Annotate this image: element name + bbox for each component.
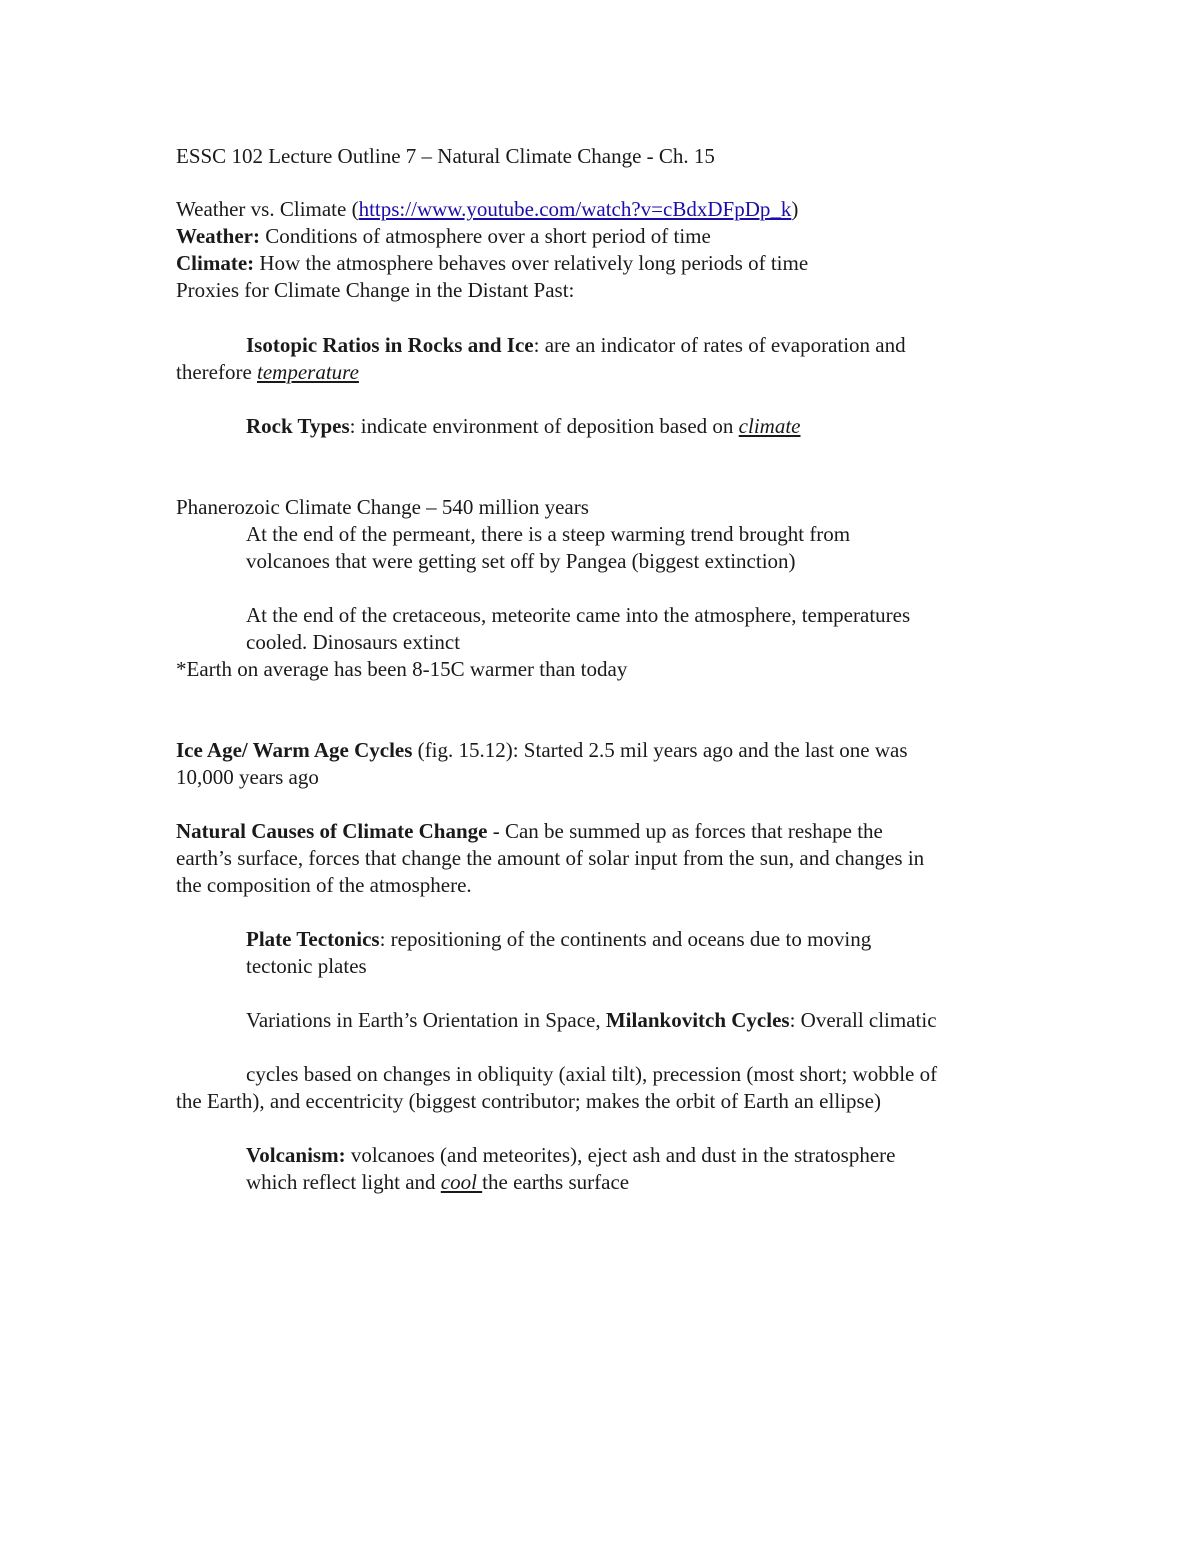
permian-text-2: volcanoes that were getting set off by Pangea (biggest extinction)	[246, 549, 796, 573]
weather-definition	[176, 223, 711, 250]
isotopic-emph: temperature	[257, 360, 359, 384]
page-title	[176, 143, 715, 170]
volcanism-text-2b: the earths surface	[482, 1170, 630, 1194]
ice-age-text-1: (fig. 15.12): Started 2.5 mil years ago and the last one was	[412, 738, 908, 762]
natural-causes-text-3: the composition of the atmosphere.	[176, 873, 472, 897]
ice-age-text-2: 10,000 years ago	[176, 765, 319, 789]
rock-types-def: : indicate environment of deposition based on	[349, 414, 739, 438]
natural-causes-line-1	[176, 818, 883, 845]
milankovitch-line-2	[246, 1061, 937, 1088]
permian-line-1	[246, 521, 850, 548]
volcanism-term: Volcanism:	[246, 1143, 346, 1167]
isotopic-def-1: : are an indicator of rates of evaporation and	[533, 333, 906, 357]
weather-term: Weather:	[176, 224, 260, 248]
milankovitch-text-3: the Earth), and eccentricity (biggest contributor; makes the orbit of Earth an ellipse)	[176, 1089, 881, 1113]
plate-tectonics-line-2	[246, 953, 367, 980]
volcanism-line-1	[246, 1142, 895, 1169]
cretaceous-text-1: At the end of the cretaceous, meteorite came into the atmosphere, temperatures	[246, 603, 911, 627]
ice-age-line-2	[176, 764, 319, 791]
phanerozoic-heading	[176, 494, 589, 521]
plate-tectonics-term: Plate Tectonics	[246, 927, 380, 951]
milankovitch-suffix: : Overall climatic	[789, 1008, 937, 1032]
milankovitch-line-3	[176, 1088, 881, 1115]
natural-causes-term: Natural Causes of Climate Change	[176, 819, 488, 843]
rock-types-line	[246, 413, 800, 440]
climate-term: Climate:	[176, 251, 255, 275]
volcanism-text-2: which reflect light and	[246, 1170, 441, 1194]
plate-tectonics-text-1: : repositioning of the continents and oceans due to moving	[379, 927, 872, 951]
weather-vs-climate-prefix: Weather vs. Climate (	[176, 197, 359, 221]
plate-tectonics-line-1	[246, 926, 871, 953]
weather-vs-climate-suffix: )	[791, 197, 799, 221]
weather-def: Conditions of atmosphere over a short period of time	[259, 224, 711, 248]
permian-text-1: At the end of the permeant, there is a steep warming trend brought from	[246, 522, 851, 546]
isotopic-line-1	[246, 332, 906, 359]
ice-age-term: Ice Age/ Warm Age Cycles	[176, 738, 413, 762]
isotopic-term: Isotopic Ratios in Rocks and Ice	[246, 333, 534, 357]
cretaceous-text-2: cooled. Dinosaurs extinct	[246, 630, 461, 654]
natural-causes-text-2: earth’s surface, forces that change the amount of solar input from the sun, and changes in	[176, 846, 925, 870]
natural-causes-line-3	[176, 872, 472, 899]
weather-vs-climate-heading	[176, 196, 798, 223]
milankovitch-term: Milankovitch Cycles	[605, 1008, 790, 1032]
permian-line-2	[246, 548, 796, 575]
rock-types-emph: climate	[738, 414, 801, 438]
natural-causes-text-1: - Can be summed up as forces that reshape the	[487, 819, 883, 843]
rock-types-term: Rock Types	[246, 414, 350, 438]
natural-causes-line-2	[176, 845, 924, 872]
climate-def: How the atmosphere behaves over relatively long periods of time	[254, 251, 809, 275]
earth-warmer-note	[176, 656, 627, 683]
youtube-link[interactable]: https://www.youtube.com/watch?v=cBdxDFpDp_k	[358, 197, 792, 221]
proxies-text: Proxies for Climate Change in the Distant Past:	[176, 278, 575, 302]
volcanism-text-1: volcanoes (and meteorites), eject ash and dust in the stratosphere	[345, 1143, 896, 1167]
climate-definition	[176, 250, 808, 277]
earth-warmer-text: *Earth on average has been 8-15C warmer than today	[176, 657, 628, 681]
milankovitch-text-2: cycles based on changes in obliquity (axial tilt), precession (most short; wobble of	[246, 1062, 938, 1086]
ice-age-line-1	[176, 737, 908, 764]
isotopic-def-2: therefore	[176, 360, 258, 384]
plate-tectonics-text-2: tectonic plates	[246, 954, 367, 978]
cretaceous-line-2	[246, 629, 460, 656]
milankovitch-line-1	[246, 1007, 937, 1034]
cretaceous-line-1	[246, 602, 910, 629]
milankovitch-prefix: Variations in Earth’s Orientation in Space,	[246, 1008, 606, 1032]
volcanism-line-2	[246, 1169, 629, 1196]
proxies-heading	[176, 277, 574, 304]
isotopic-line-2	[176, 359, 359, 386]
volcanism-emph: cool	[440, 1170, 483, 1194]
phanerozoic-heading-text: Phanerozoic Climate Change – 540 million years	[176, 495, 589, 519]
page-title-text: ESSC 102 Lecture Outline 7 – Natural Climate Change - Ch. 15	[176, 144, 715, 168]
